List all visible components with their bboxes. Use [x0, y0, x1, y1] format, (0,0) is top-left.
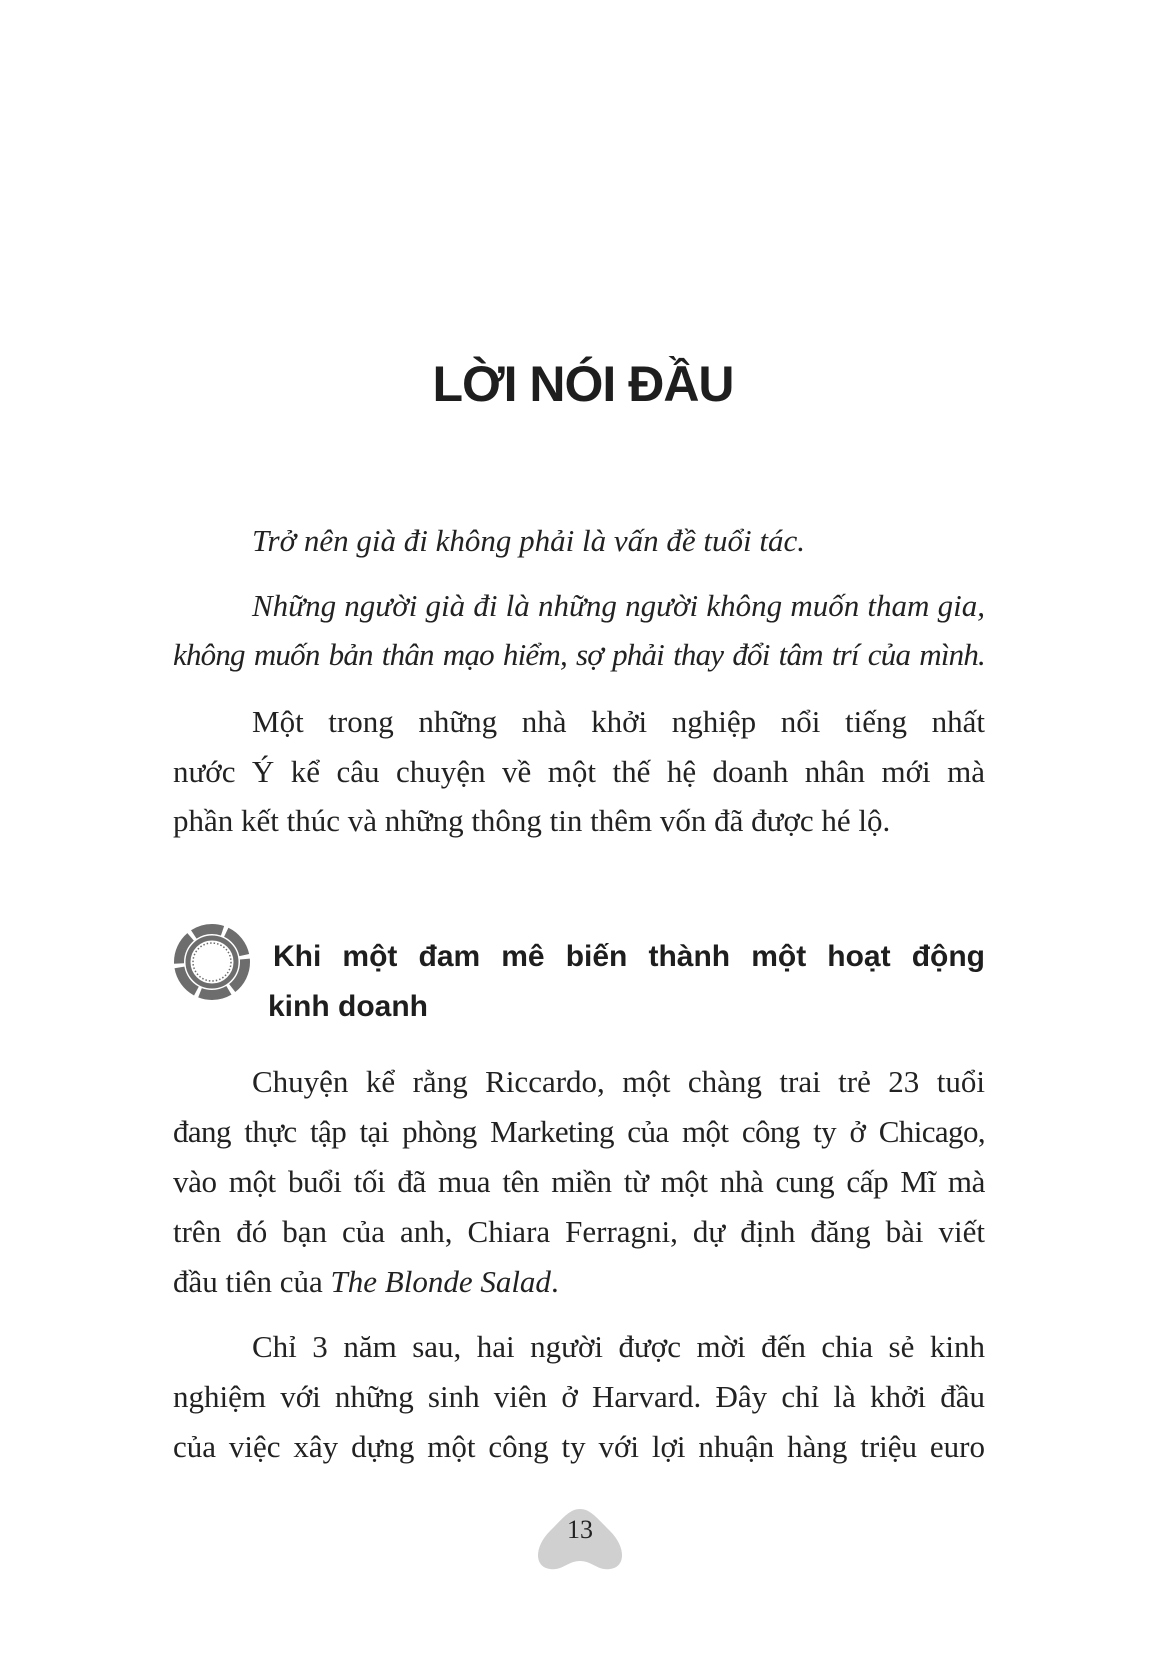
- epigraph-line: Những người già đi là những người không muốn tham gia,: [252, 588, 985, 623]
- body-line: đang thực tập tại phòng Marketing của một công ty ở Chicago,: [173, 1114, 985, 1149]
- section-heading-line: kinh doanh: [268, 990, 428, 1023]
- page-number-badge: [530, 1505, 630, 1575]
- intro-line: phần kết thúc và những thông tin thêm vốn đã được hé lộ.: [173, 803, 891, 838]
- body-line: [173, 1257, 985, 1307]
- intro-line: Một trong những nhà khởi nghiệp nổi tiếng nhất: [252, 704, 985, 739]
- gear-ring-icon: [172, 922, 252, 1002]
- body-line: của việc xây dựng một công ty với lợi nhuận hàng triệu euro: [173, 1429, 985, 1464]
- page-number: 13: [567, 1515, 593, 1544]
- intro-line: nước Ý kể câu chuyện về một thế hệ doanh nhân mới mà: [173, 754, 985, 789]
- epigraph-line: Trở nên già đi không phải là vấn đề tuổi tác.: [252, 523, 805, 558]
- page-title: LỜI NÓI ĐẦU: [432, 356, 734, 412]
- body-line: vào một buổi tối đã mua tên miền từ một nhà cung cấp Mĩ mà: [173, 1164, 985, 1199]
- body-line: Chỉ 3 năm sau, hai người được mời đến chia sẻ kinh: [252, 1329, 985, 1364]
- epigraph-line: không muốn bản thân mạo hiểm, sợ phải thay đổi tâm trí của mình.: [173, 637, 985, 672]
- body-text: đầu tiên của: [173, 1264, 331, 1299]
- section-heading-line: Khi một đam mê biến thành một hoạt động: [273, 940, 985, 973]
- body-line: trên đó bạn của anh, Chiara Ferragni, dự định đăng bài viết: [173, 1214, 985, 1249]
- blog-title: The Blonde Salad: [330, 1264, 551, 1299]
- body-line: nghiệm với những sinh viên ở Harvard. Đây chỉ là khởi đầu: [173, 1379, 985, 1414]
- body-text: .: [550, 1264, 559, 1299]
- body-line: Chuyện kể rằng Riccardo, một chàng trai trẻ 23 tuổi: [252, 1064, 985, 1099]
